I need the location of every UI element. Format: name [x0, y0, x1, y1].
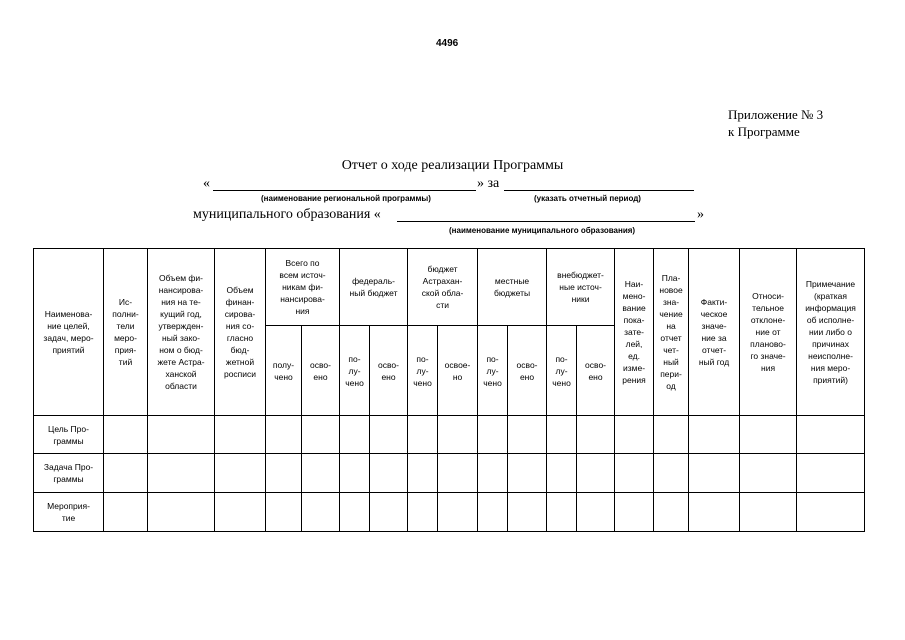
close-quote-za: » за [477, 176, 500, 191]
row-label-task: Задача Про- граммы [34, 454, 104, 493]
subheader-extrabudget-received: по- лу- чено [547, 326, 577, 416]
subheader-local-received: по- лу- чено [478, 326, 508, 416]
table-row [34, 493, 865, 532]
header-regional: бюджет Астрахан- ской обла- сти [408, 249, 478, 326]
table-row [34, 454, 865, 493]
header-financing-law: Объем фи- нансирова- ния на те- кущий год, утвержден- ный зако- ном о бюд- жете Астра- ханской области [148, 249, 215, 416]
program-name-caption: (наименование региональной программы) [261, 194, 431, 203]
header-unit: Наи- мено- вание пока- зате- лей, ед. изме- рения [615, 249, 654, 416]
header-local: местные бюджеты [478, 249, 547, 326]
header-actual: Факти- ческое значе- ние за отчет- ный год [689, 249, 740, 416]
municipality-caption: (наименование муниципального образования) [449, 226, 636, 235]
municipality-close-quote: » [697, 207, 704, 222]
report-table [33, 248, 865, 532]
open-quote: « [203, 176, 210, 191]
table-row [34, 416, 865, 454]
subheader-regional-received: по- лу- чено [408, 326, 438, 416]
document-title: Отчет о ходе реализации Программы [341, 158, 564, 173]
subheader-federal-received: по- лу- чено [340, 326, 370, 416]
header-executors: Ис- полни- тели меро- прия- тий [104, 249, 148, 416]
header-name: Наименова- ние целей, задач, меро- приятий [34, 249, 104, 416]
municipality-name-blank [397, 221, 695, 222]
header-federal: федераль- ный бюджет [340, 249, 408, 326]
appendix-line-1: Приложение № 3 [728, 107, 824, 122]
municipality-label: муниципального образования « [193, 207, 381, 222]
header-deviation: Относи- тельное отклоне- ние от планово- го значе- ния [740, 249, 797, 416]
header-extrabudget: внебюджет- ные источ- ники [547, 249, 615, 326]
subheader-federal-used: осво- ено [370, 326, 408, 416]
header-financing-schedule: Объем финан- сирова- ния со- гласно бюд- жетной росписи [215, 249, 266, 416]
program-name-blank [213, 190, 476, 191]
subheader-local-used: осво- ено [508, 326, 547, 416]
period-blank [504, 190, 694, 191]
row-label-activity: Мероприя- тие [34, 493, 104, 532]
header-note: Примечание (краткая информация об исполне- нии либо о причинах неисполне- ния меро- приятий) [797, 249, 865, 416]
subheader-total-received: полу- чено [266, 326, 302, 416]
header-planned: Пла- новое зна- чение на отчет чет- ный пери- од [654, 249, 689, 416]
subheader-extrabudget-used: осво- ено [577, 326, 615, 416]
subheader-regional-used: освое- но [438, 326, 478, 416]
appendix-label [728, 106, 823, 140]
appendix-line-2: к Программе [728, 124, 800, 139]
subheader-total-used: осво- ено [302, 326, 340, 416]
period-caption: (указать отчетный период) [534, 194, 641, 203]
page-number: 4496 [436, 38, 459, 49]
header-total: Всего по всем источ- никам фи- нансирова- ния [266, 249, 340, 326]
row-label-goal: Цель Про- граммы [34, 416, 104, 454]
